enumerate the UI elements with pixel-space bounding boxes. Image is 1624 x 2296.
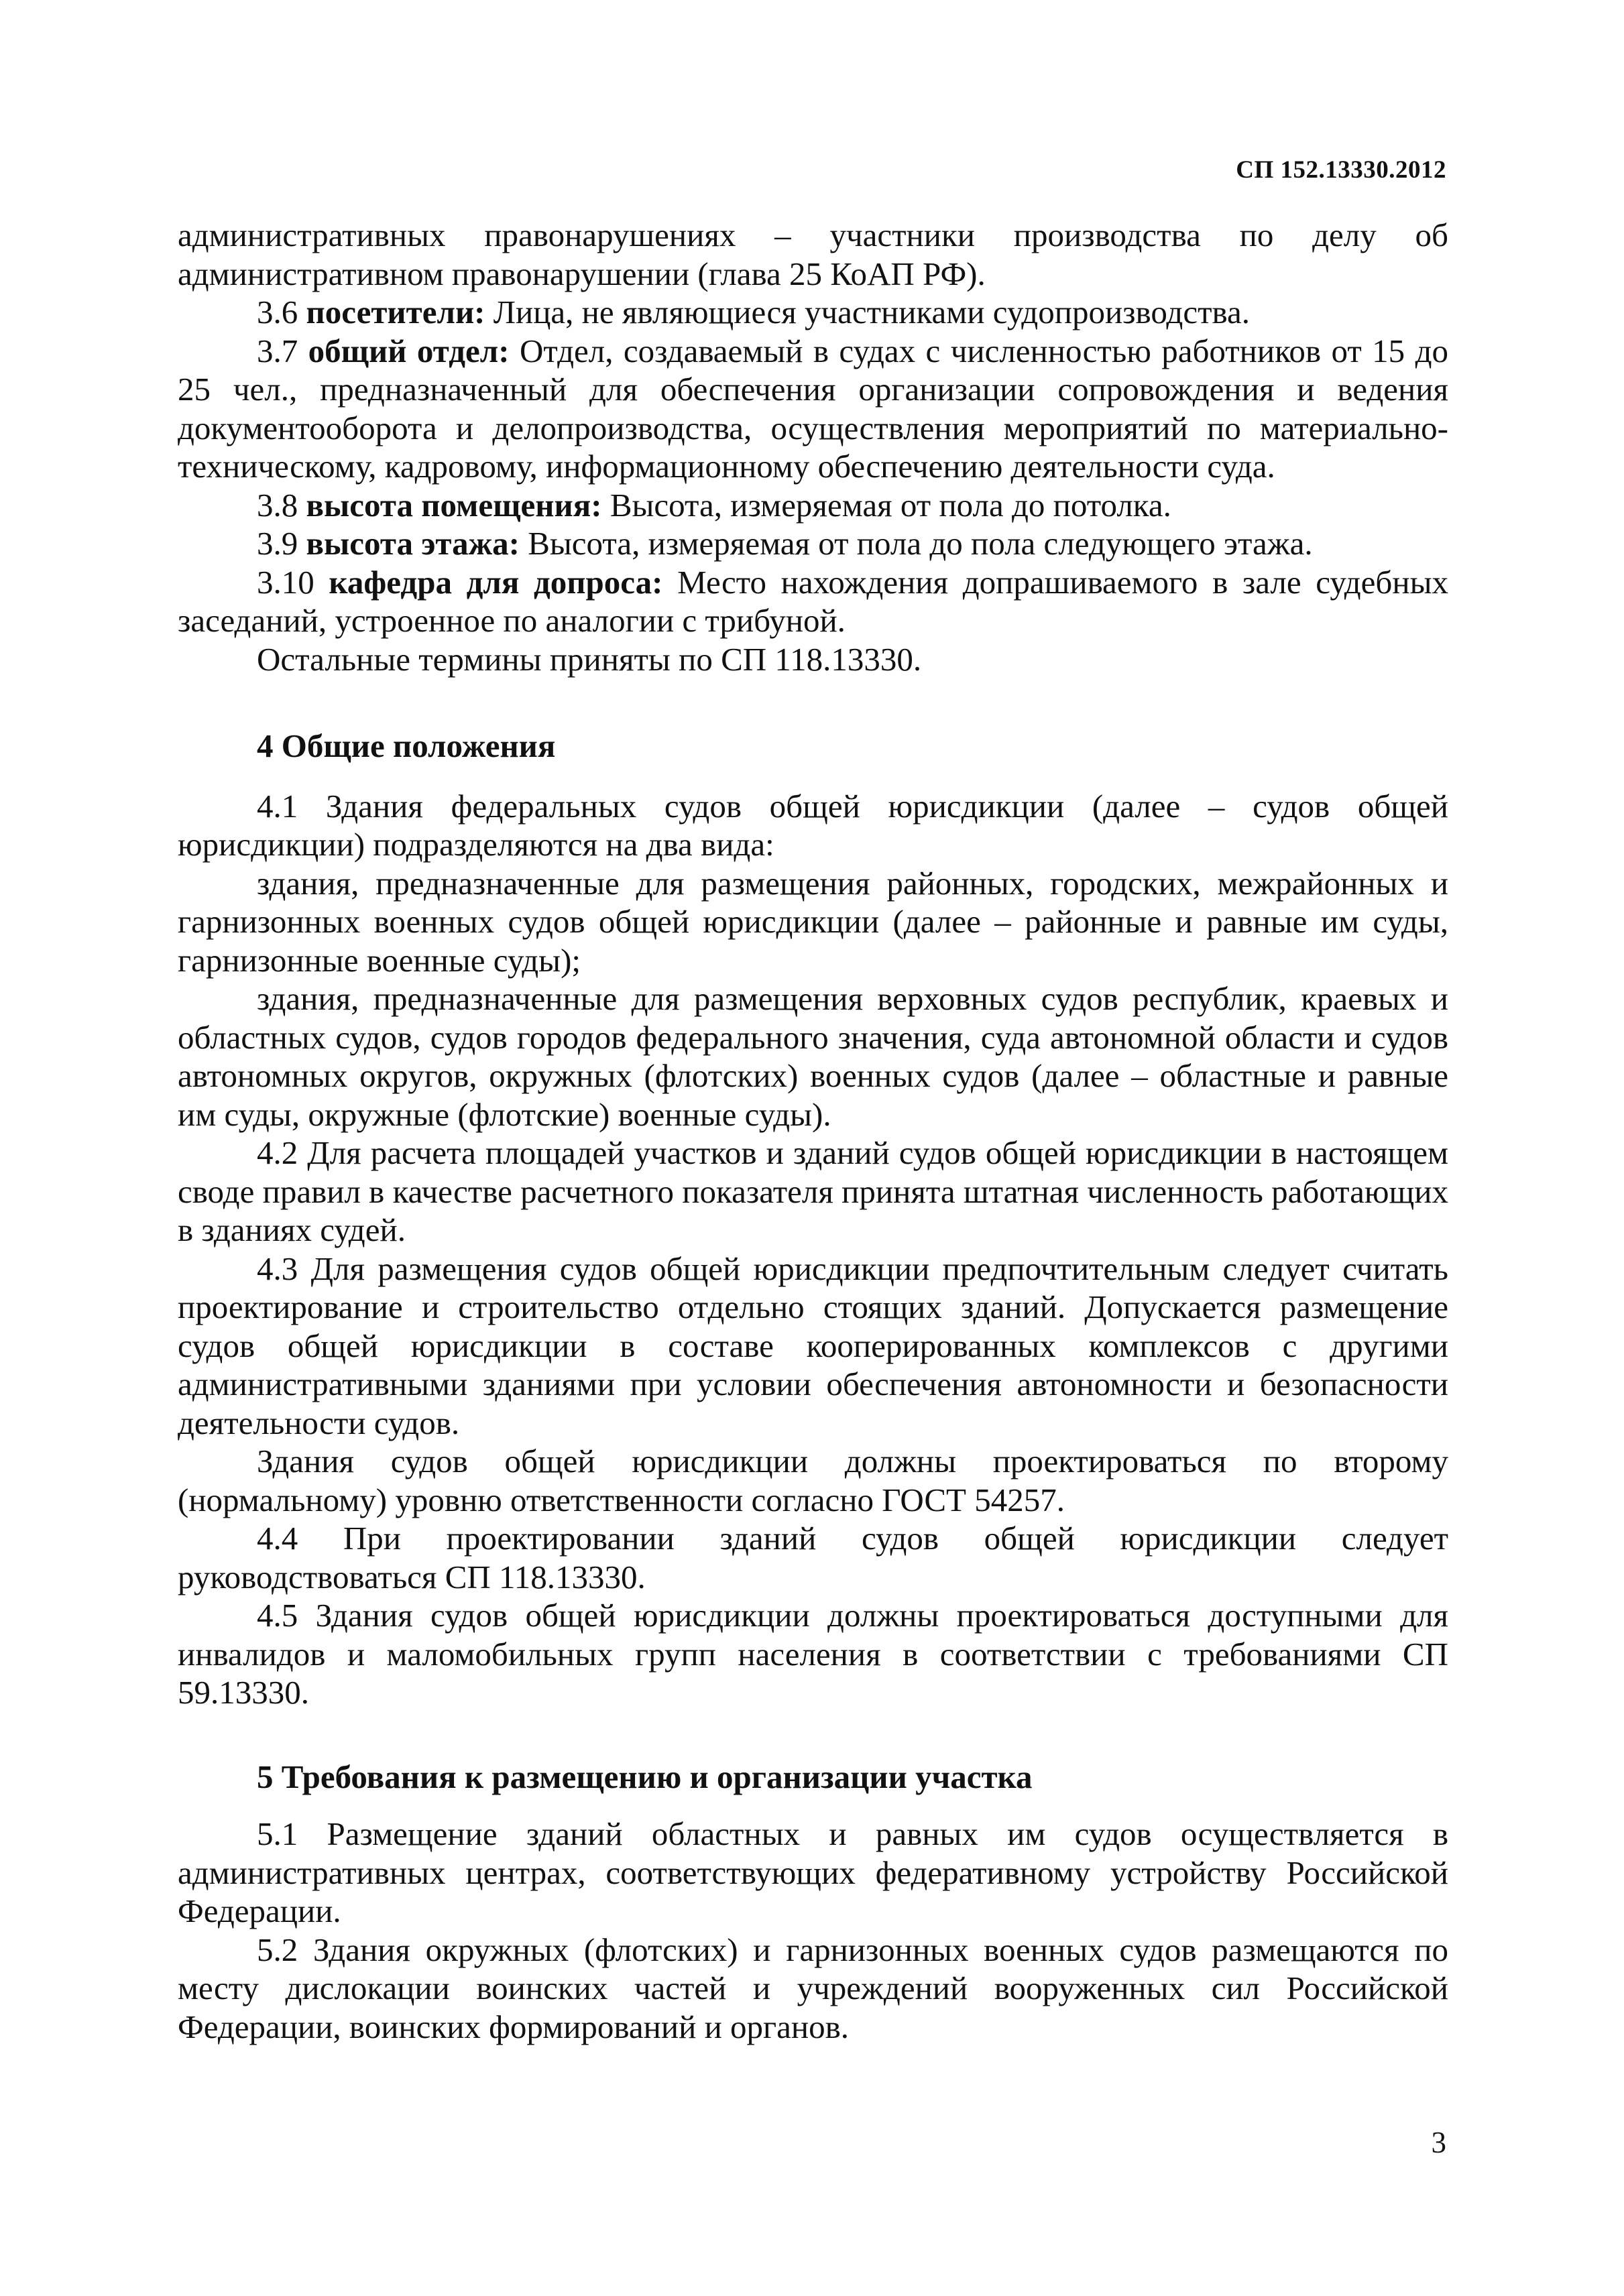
definition-number: 3.6: [257, 294, 298, 330]
paragraph-4-3: 4.3 Для размещения судов общей юрисдикции предпочтительным следует считать проектирование и строительство отдельно стоящих зданий. Допускается размещение судов общей юрисдикции в составе кооперированных комплексов с другими административными зданиями при условии обеспечения автономности и безопасности деятельности судов.: [178, 1250, 1448, 1441]
paragraph-5-1: 5.1 Размещение зданий областных и равных им судов осуществляется в административных центрах, соответствующих федеративному устройству Российской Федерации.: [178, 1815, 1448, 1929]
definition-number: 3.7: [257, 332, 298, 369]
definition-3-8: [178, 486, 1448, 525]
spacer: [178, 1712, 1448, 1758]
definition-number: 3.8: [257, 486, 298, 524]
definition-text: Отдел, создаваемый в судах с численностью работников от 15 до 25 чел., предназначенный для обеспечения организации сопровождения и ведения документооборота и делопроизводства, осуществления мероприятий по материально-техническому, кадровому, информационному обеспечению деятельности суда.: [178, 332, 1449, 485]
definition-text: Высота, измеряемая от пола до потолка.: [610, 486, 1171, 524]
section-5-heading: 5 Требования к размещению и организации участка: [257, 1758, 1033, 1795]
paragraph-4-3-continued: Здания судов общей юрисдикции должны проектироваться по второму (нормальному) уровню ответственности согласно ГОСТ 54257.: [178, 1443, 1448, 1518]
paragraph-4-1-item-2: здания, предназначенные для размещения верховных судов республик, краевых и областных судов, судов городов федерального значения, суда автономной области и судов автономных округов, окружных (флотских) военных судов (далее – областные и равные им суды, окружные (флотские) военные суды).: [178, 980, 1448, 1133]
section-4-heading: 4 Общие положения: [257, 727, 556, 764]
definition-term: посетители:: [306, 294, 485, 330]
definition-text: Лица, не являющиеся участниками судопроизводства.: [493, 294, 1250, 330]
definition-text: Высота, измеряемая от пола до пола следующего этажа.: [528, 525, 1313, 562]
definition-3-7: [178, 332, 1448, 486]
definition-number: 3.9: [257, 525, 298, 562]
paragraph-4-2: 4.2 Для расчета площадей участков и зданий судов общей юрисдикции в настоящем своде правил в качестве расчетного показателя принята штатная численность работающих в зданиях судей.: [178, 1134, 1448, 1248]
spacer: [178, 766, 1448, 787]
definition-term: высота помещения:: [306, 486, 602, 524]
definition-term: высота этажа:: [306, 525, 520, 562]
document-code-header: СП 152.13330.2012: [1236, 156, 1446, 184]
paragraph-4-1: 4.1 Здания федеральных судов общей юрисдикции (далее – судов общей юрисдикции) подразделяются на два вида:: [178, 787, 1448, 863]
definition-3-6: [178, 293, 1448, 332]
definition-text: Место нахождения допрашиваемого в зале судебных заседаний, устроенное по аналогии с трибуной.: [178, 563, 1449, 639]
definition-term: кафедра для допроса:: [329, 563, 663, 601]
paragraph-5-2: 5.2 Здания окружных (флотских) и гарнизонных военных судов размещаются по месту дислокации воинских частей и учреждений вооруженных сил Российской Федерации, воинских формирований и органов.: [178, 1931, 1448, 2045]
paragraph-other-terms: Остальные термины приняты по СП 118.13330.: [257, 640, 922, 678]
definition-term: общий отдел:: [308, 332, 510, 369]
spacer: [178, 1796, 1448, 1815]
definition-3-9: [178, 524, 1448, 563]
definition-number: 3.10: [257, 563, 314, 601]
paragraph-4-4: 4.4 При проектировании зданий судов общей юрисдикции следует руководствоваться СП 118.13330.: [178, 1520, 1448, 1595]
paragraph-4-5: 4.5 Здания судов общей юрисдикции должны проектироваться доступными для инвалидов и маломобильных групп населения в соответствии с требованиями СП 59.13330.: [178, 1597, 1448, 1711]
page-number: 3: [1431, 2126, 1446, 2159]
definition-3-10: [178, 563, 1448, 640]
paragraph-4-1-item-1: здания, предназначенные для размещения районных, городских, межрайонных и гарнизонных военных судов общей юрисдикции (далее – районные и равные им суды, гарнизонные военные суды);: [178, 864, 1448, 979]
spacer: [178, 678, 1448, 727]
document-body: [178, 216, 1448, 2046]
paragraph-continuation: административных правонарушениях – участники производства по делу об административном правонарушении (глава 25 КоАП РФ).: [178, 217, 1448, 292]
